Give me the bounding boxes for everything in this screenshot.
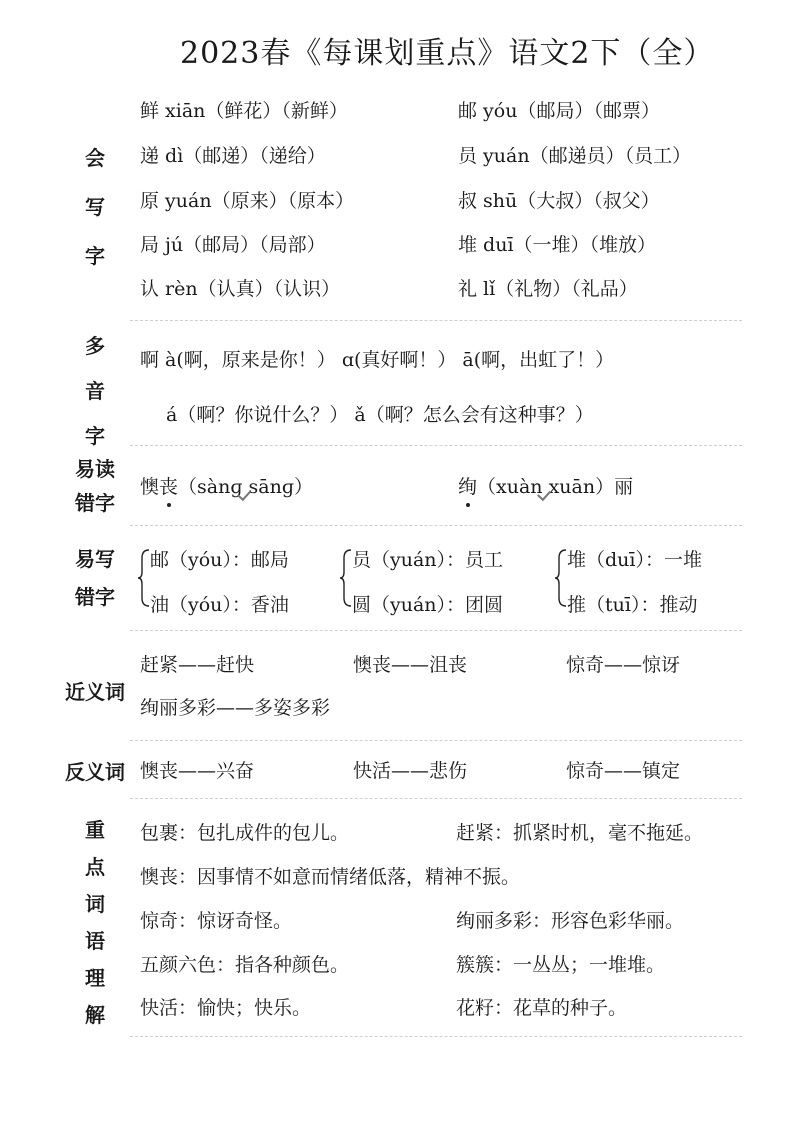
write-item: 礼 lǐ（礼物）（礼品） [458, 278, 638, 300]
page-title: 2023春《每课划重点》语文2下（全） [180, 36, 715, 71]
keyword-definition: 簇簇：一丛丛；一堆堆。 [456, 954, 666, 976]
miswrite-item: 堆（duī）：一堆 [567, 549, 702, 571]
divider [130, 798, 742, 799]
write-item: 局 jú（邮局）（局部） [140, 234, 326, 256]
divider [130, 525, 742, 526]
divider [130, 320, 742, 321]
polyphone-label: 多 音 字 [85, 334, 105, 448]
antonyms-label: 反义词 [65, 760, 125, 784]
synonym-pair: 懊丧——沮丧 [353, 654, 468, 676]
keyword-definition: 快活：愉快；快乐。 [140, 997, 312, 1019]
miswrite-item: 圆（yuán）：团圆 [352, 594, 504, 616]
brace-icon [555, 548, 564, 600]
keyword-definition: 赶紧：抓紧时机，毫不拖延。 [456, 822, 704, 844]
antonym-pair: 懊丧——兴奋 [140, 760, 255, 782]
keywords-label: 重 点 词 语 理 解 [85, 818, 105, 1027]
keyword-definition: 五颜六色：指各种颜色。 [140, 954, 350, 976]
synonym-pair: 赶紧——赶快 [140, 654, 255, 676]
divider [130, 1036, 742, 1037]
misread-item-1: 懊丧（sànɡ sānɡ） [140, 472, 313, 499]
write-item: 递 dì（邮递）（递给） [140, 145, 326, 167]
write-item: 鲜 xiān（鲜花）（新鲜） [140, 100, 348, 122]
write-item: 叔 shū（大叔）（叔父） [458, 190, 660, 212]
write-item: 邮 yóu（邮局）（邮票） [458, 100, 660, 122]
write-item: 员 yuán（邮递员）（员工） [458, 145, 692, 167]
write-item: 原 yuán（原来）（原本） [140, 190, 355, 212]
write-item: 堆 duī（一堆）（堆放） [458, 234, 657, 256]
keyword-definition: 惊奇：惊讶奇怪。 [140, 910, 293, 932]
miswrite-item: 员（yuán）：员工 [352, 549, 504, 571]
keyword-definition: 绚丽多彩：形容色彩华丽。 [456, 910, 685, 932]
write-label: 会 写 字 [85, 146, 105, 268]
synonym-pair: 绚丽多彩——多姿多彩 [140, 697, 331, 719]
brace-icon [340, 548, 349, 600]
write-item: 认 rèn（认真）（认识） [140, 278, 341, 300]
divider [130, 630, 742, 631]
keyword-definition: 包裹：包扎成件的包儿。 [140, 822, 350, 844]
brace-icon [138, 548, 147, 600]
polyphone-line-1: 啊 à(啊，原来是你！） ɑ(真好啊！） ā(啊，出虹了！） [140, 349, 615, 371]
misread-item-2: 绚（xuàn xuān）丽 [458, 472, 633, 499]
miswrite-item: 推（tuī）：推动 [567, 594, 698, 616]
antonym-pair: 快活——悲伤 [353, 760, 468, 782]
keyword-definition: 花籽：花草的种子。 [456, 997, 628, 1019]
divider [130, 740, 742, 741]
synonym-pair: 惊奇——惊讶 [566, 654, 681, 676]
synonyms-label: 近义词 [65, 680, 125, 704]
miswrite-item: 油（yóu）：香油 [150, 594, 289, 616]
polyphone-line-2: á（啊？你说什么？） ǎ（啊？怎么会有这种事？） [166, 404, 594, 426]
divider [130, 445, 742, 446]
keyword-definition: 懊丧：因事情不如意而情绪低落，精神不振。 [140, 866, 521, 888]
miswrite-label: 易写 错字 [75, 547, 115, 609]
miswrite-item: 邮（yóu）：邮局 [150, 549, 289, 571]
antonym-pair: 惊奇——镇定 [566, 760, 681, 782]
misread-label: 易读 错字 [75, 457, 115, 515]
